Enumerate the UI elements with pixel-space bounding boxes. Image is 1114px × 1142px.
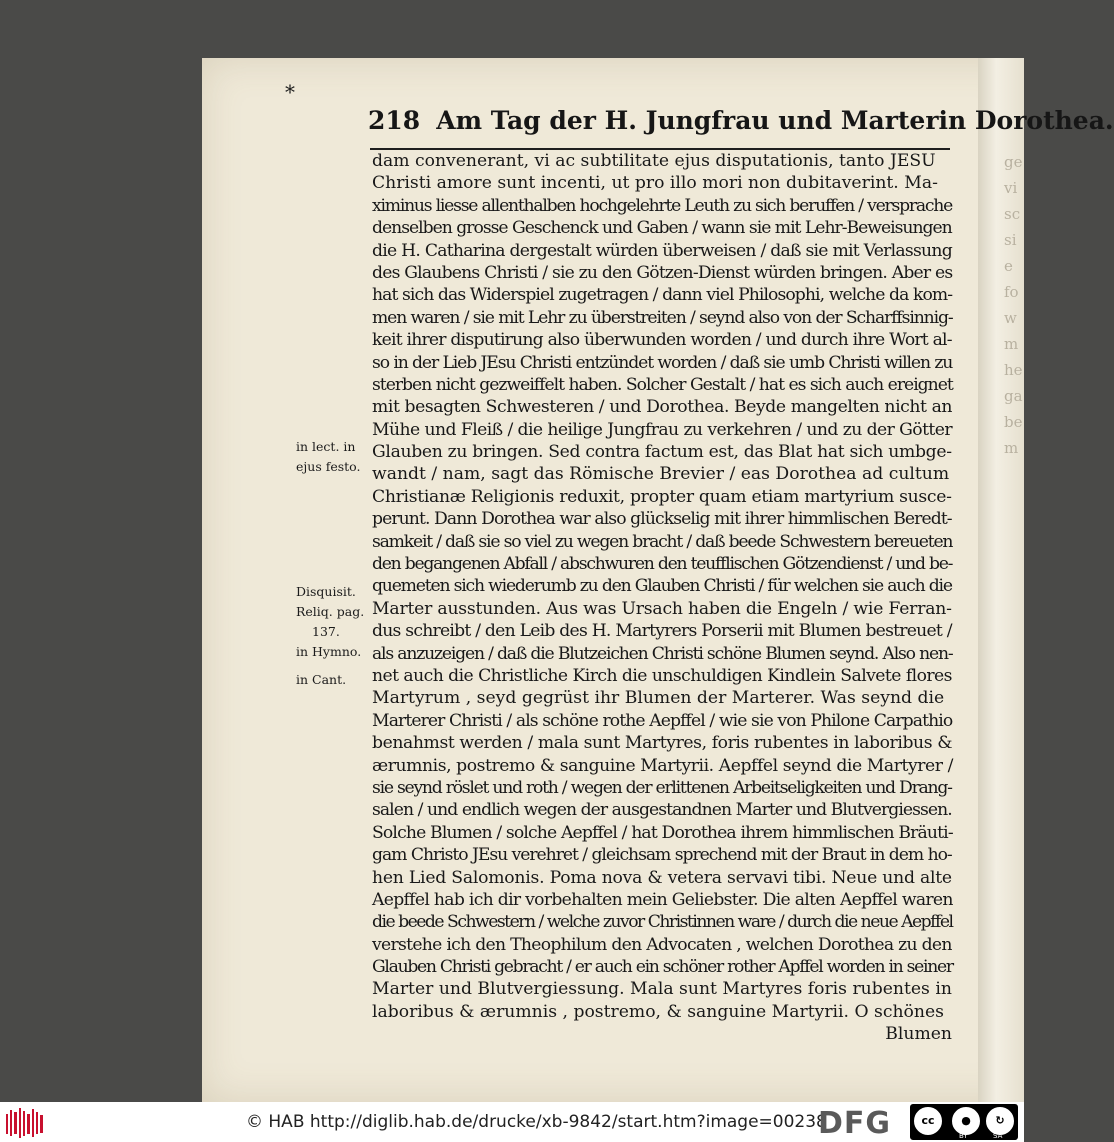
text-line: Aepffel hab ich dir vorbehalten mein Geliebster. Die alten Aepffel waren [372, 889, 953, 910]
text-line: hen Lied Salomonis. Poma nova & vetera servavi tibi. Neue und alte [372, 867, 952, 888]
bleed-fragment: sc [1004, 205, 1021, 223]
margin-note-line: ejus festo. [296, 459, 361, 474]
text-line: salen / und endlich wegen der ausgestandnen Marter und Blutvergiessen. [372, 800, 952, 821]
bleed-fragment: ga [1004, 387, 1023, 405]
bleed-fragment: m [1004, 439, 1019, 457]
text-line: samkeit / daß sie so viel zu wegen bracht / daß beede Schwestern bereueten [372, 531, 953, 552]
text-line: mit besagten Schwesteren / und Dorothea. Beyde mangelten nicht an [372, 397, 953, 418]
margin-note-3 [296, 670, 346, 690]
text-line: ximinus liesse allenthalben hochgelehrte Leuth zu sich beruffen / versprache [372, 195, 953, 216]
margin-note-1 [296, 437, 360, 477]
text-line: Christianæ Religionis reduxit, propter quam etiam martyrium susce- [372, 486, 952, 507]
text-line: net auch die Christliche Kirch die unschuldigen Kindlein Salvete flores [372, 665, 952, 686]
text-line: so in der Lieb JEsu Christi entzündet worden / daß sie umb Christi willen zu [372, 352, 953, 373]
dfg-logo: DFG [818, 1106, 892, 1141]
footer-bar [0, 1102, 1024, 1142]
cc-icon: cc [914, 1107, 942, 1135]
text-line: Marter und Blutvergiessung. Mala sunt Martyres foris rubentes in [372, 979, 952, 1000]
bleed-fragment: ge [1004, 153, 1023, 171]
bleed-fragment: w [1004, 309, 1017, 327]
sa-label: SA [993, 1132, 1003, 1140]
bleed-fragment: vi [1004, 179, 1018, 197]
main-text-block [372, 150, 952, 1046]
page-number: 218 [368, 106, 421, 135]
by-person-icon: ● [952, 1107, 980, 1135]
margin-note-line: 137. [312, 624, 340, 639]
bleed-fragment: si [1004, 231, 1017, 249]
text-line: benahmst werden / mala sunt Martyres, foris rubentes in laboribus & [372, 733, 953, 754]
text-line: dus schreibt / den Leib des H. Martyrers Porserii mit Blumen bestreuet / [372, 621, 952, 642]
text-line: men waren / sie mit Lehr zu überstreiten / seynd also von der Scharffsinnig- [372, 307, 953, 328]
running-header [368, 106, 1114, 148]
text-line: des Glaubens Christi / sie zu den Götzen-Dienst würden bringen. Aber es [372, 262, 953, 283]
text-line: Solche Blumen / solche Aepffel / hat Dorothea ihrem himmlischen Bräuti- [372, 822, 953, 843]
bleed-fragment: be [1004, 413, 1023, 431]
margin-note-2 [296, 582, 364, 662]
text-line: verstehe ich den Theophilum den Advocaten , welchen Dorothea zu den [372, 934, 952, 955]
text-line: denselben grosse Geschenck und Gaben / wann sie mit Lehr-Beweisungen [372, 218, 952, 239]
bleed-fragment: fo [1004, 283, 1019, 301]
hab-logo-icon [6, 1108, 46, 1138]
bleed-fragment: e [1004, 257, 1013, 275]
text-line: Martyrum , seyd gegrüst ihr Blumen der Marterer. Was seynd die [372, 688, 945, 709]
text-line: sterben nicht gezweiffelt haben. Solcher Gestalt / hat es sich auch ereignet [372, 374, 953, 395]
running-title: Am Tag der H. Jungfrau und Marterin Dorothea. [436, 106, 1114, 135]
text-line: keit ihrer disputirung also überwunden worden / und durch ihre Wort al- [372, 330, 952, 351]
margin-note-line: in Hymno. [296, 644, 362, 659]
text-line: gam Christo JEsu verehret / gleichsam sprechend mit der Braut in dem ho- [372, 845, 952, 866]
text-line: Marter ausstunden. Aus was Ursach haben die Engeln / wie Ferran- [372, 598, 952, 619]
source-link[interactable]: © HAB http://diglib.hab.de/drucke/xb-9842/start.htm?image=00238 [246, 1112, 827, 1132]
margin-note-line: Reliq. pag. [296, 604, 365, 619]
text-line: als anzuzeigen / daß die Blutzeichen Christi schöne Blumen seynd. Also nen- [372, 643, 953, 664]
text-line: Mühe und Fleiß / die heilige Jungfrau zu verkehren / und zu der Götter [372, 419, 953, 440]
text-line: sie seynd röslet und roth / wegen der erlittenen Arbeitseligkeiten und Drang- [372, 777, 952, 798]
margin-note-line: Disquisit. [296, 584, 356, 599]
by-label: BY [959, 1132, 968, 1140]
text-line: hat sich das Widerspiel zugetragen / dann viel Philosophi, welche da kom- [372, 285, 953, 306]
text-line: Marterer Christi / als schöne rothe Aepffel / wie sie von Philone Carpathio [372, 710, 953, 731]
text-line: Christi amore sunt incenti, ut pro illo mori non dubitaverint. Ma- [372, 173, 938, 194]
bleed-fragment: m [1004, 335, 1019, 353]
bleed-fragment: he [1004, 361, 1023, 379]
corner-mark: * [285, 80, 295, 104]
share-alike-icon: ↻ [986, 1107, 1014, 1135]
catchword: Blumen [885, 1024, 952, 1045]
margin-note-line: in lect. in [296, 439, 356, 454]
text-line: die H. Catharina dergestalt würden überweisen / daß sie mit Verlassung [372, 240, 952, 261]
text-line: die beede Schwestern / welche zuvor Christinnen ware / durch die neue Aepffel [372, 912, 953, 933]
text-line: Glauben Christi gebracht / er auch ein schöner rother Apffel worden in seiner [372, 957, 953, 978]
text-line: laboribus & ærumnis , postremo, & sanguine Martyrii. O schönes [372, 1001, 944, 1022]
text-line: dam convenerant, vi ac subtilitate ejus disputationis, tanto JESU [372, 151, 936, 171]
text-line: wandt / nam, sagt das Römische Brevier / eas Dorothea ad cultum [372, 464, 950, 485]
text-line: Glauben zu bringen. Sed contra factum est, das Blat hat sich umbge- [372, 442, 952, 463]
text-line: perunt. Dann Dorothea war also glückselig mit ihrer himmlischen Beredt- [372, 509, 952, 530]
margin-note-line: in Cant. [296, 672, 347, 687]
text-line: quemeten sich wiederumb zu den Glauben Christi / für welchen sie auch die [372, 576, 952, 597]
cc-license-badge[interactable] [910, 1104, 1018, 1140]
text-line: den begangenen Abfall / abschwuren den teufflischen Götzendienst / und be- [372, 554, 953, 575]
text-line: ærumnis, postremo & sanguine Martyrii. Aepffel seynd die Martyrer / [372, 755, 953, 776]
